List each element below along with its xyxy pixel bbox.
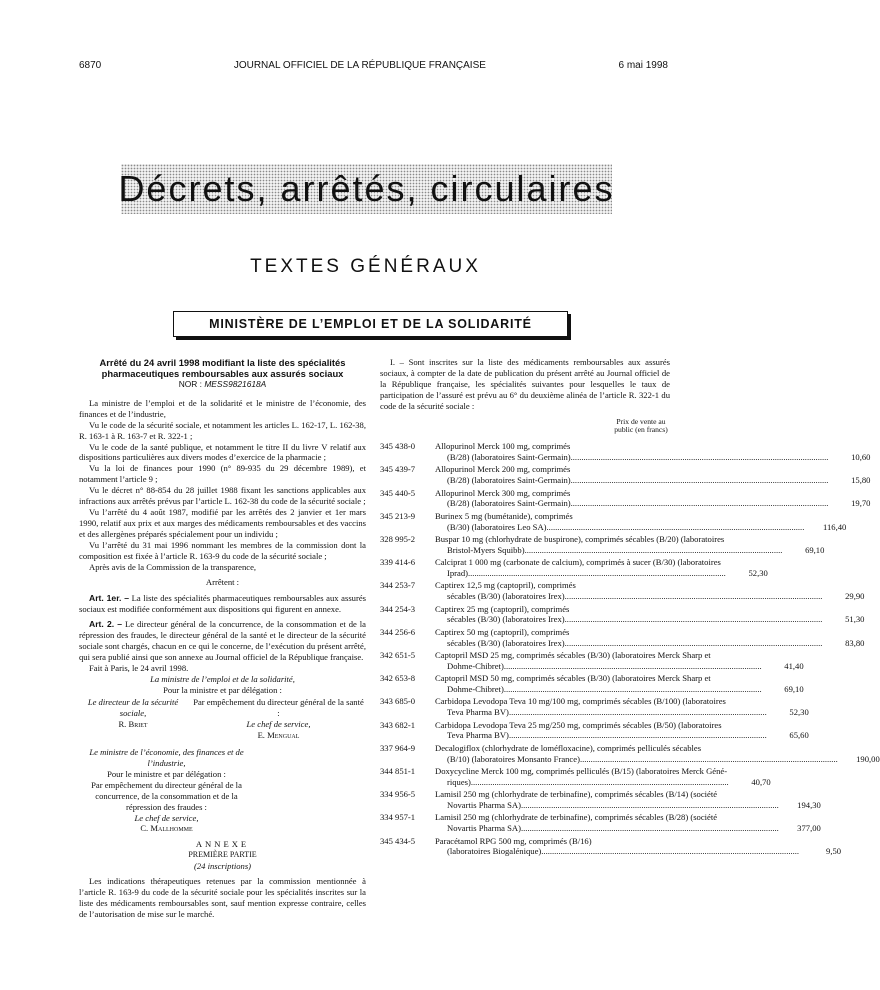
page-header — [79, 58, 668, 72]
medication-line-2 — [435, 638, 822, 649]
medication-entry — [380, 765, 771, 788]
medication-line-2-text: (B/28) (laboratoires Saint-Germain) — [447, 475, 571, 486]
decree-title: Arrêté du 24 avril 1998 modifiant la liste des spécialités pharmaceutiques remboursables aux assurés sociaux — [99, 357, 346, 379]
article-2-text: Le directeur général de la concurrence, de la consommation et de la répression des fraudes, le directeur général de la santé et le directeur de la sécurité sociale sont chargés, chacun en ce qui le concerne, de l’exécution du présent arrêté, qui sera publié ainsi que son annexe au Journal officiel de la République française. — [79, 619, 366, 662]
medication-code: 344 851-1 — [380, 765, 416, 776]
sig-right-role: Le chef de service, — [246, 719, 311, 730]
leader-dots: ........................................................................................................................ — [541, 846, 800, 857]
medication-price: 377,00 — [797, 823, 821, 834]
medication-entry — [380, 626, 865, 649]
leader-dots: ........................................................................................................................ — [470, 776, 729, 787]
medication-code: 345 434-5 — [380, 835, 416, 846]
medication-description — [435, 557, 726, 579]
medication-line-2 — [435, 777, 729, 788]
medication-line-2-text: Iprad) — [447, 568, 468, 579]
medication-code: 337 964-9 — [380, 742, 416, 753]
medication-description — [435, 650, 762, 672]
medication-line-2 — [435, 846, 799, 857]
medication-line-2-text: sécables (B/30) (laboratoires Irex) — [447, 591, 565, 602]
sig3-name: C. Mallhomme — [140, 823, 193, 834]
medication-line-2 — [435, 823, 779, 834]
medication-line-2-text: Novartis Pharma SA) — [447, 823, 521, 834]
medication-code: 345 440-5 — [380, 487, 416, 498]
medication-code: 344 256-6 — [380, 626, 416, 637]
issue-date: 6 mai 1998 — [618, 59, 668, 71]
preamble-paragraph: Vu la loi de finances pour 1990 (n° 89-935 du 29 décembre 1989), et notamment l’article 9 ; — [79, 463, 366, 485]
medication-price: 40,70 — [751, 776, 771, 787]
medication-line-1: Allopurinol Merck 100 mg, comprimés — [435, 441, 571, 452]
pour-2b: Par empêchement du directeur général de la concurrence, de la consommation et de la répression des fraudes : — [91, 779, 242, 812]
medication-entry — [380, 487, 871, 510]
banner-title: Décrets, arrêtés, circulaires — [118, 168, 615, 209]
medication-line-2-text: Dohme-Chibret) — [447, 684, 504, 695]
medication-line-1: Captirex 12,5 mg (captopril), comprimés — [435, 580, 576, 591]
medication-line-2-text: (B/28) (laboratoires Saint-Germain) — [447, 498, 571, 509]
medication-code: 342 651-5 — [380, 649, 416, 660]
leader-dots: ........................................................................................................................ — [564, 614, 823, 625]
minister-1: La ministre de l’emploi et de la solidarité, — [150, 673, 295, 684]
medication-line-2-text: Novartis Pharma SA) — [447, 800, 521, 811]
medication-line-2-text: (laboratoires Biogalénique) — [447, 846, 542, 857]
medication-list — [380, 441, 880, 857]
medication-line-2 — [435, 754, 838, 765]
medication-line-1: Lamisil 250 mg (chlorhydrate de terbinafine), comprimés sécables (B/28) (société — [435, 812, 718, 823]
medication-line-2-text: Dohme-Chibret) — [447, 660, 504, 671]
medication-description — [435, 743, 838, 765]
leader-dots: ........................................................................................................................ — [503, 684, 762, 695]
leader-dots: ........................................................................................................................ — [564, 637, 823, 648]
medication-description — [435, 534, 782, 556]
medication-line-1: Paracétamol RPG 500 mg, comprimés (B/16) — [435, 835, 592, 846]
leader-dots: ........................................................................................................................ — [546, 521, 805, 532]
medication-description — [435, 441, 828, 463]
sig-right-pre: Par empêchement du directeur général de la santé : — [193, 697, 364, 719]
medication-price: 52,30 — [748, 568, 768, 579]
medication-price: 190,00 — [856, 753, 880, 764]
medication-entry — [380, 580, 865, 602]
medication-price: 52,30 — [789, 707, 809, 718]
medication-line-2-text: riques) — [447, 776, 471, 787]
preamble-paragraph: Après avis de la Commission de la transparence, — [89, 561, 257, 572]
medication-description — [435, 488, 828, 510]
pour-2: Pour le ministre et par délégation : — [107, 768, 226, 779]
medication-price: 65,60 — [789, 730, 809, 741]
medication-line-2-text: (B/10) (laboratoires Monsanto France) — [447, 753, 580, 764]
leader-dots: ........................................................................................................................ — [521, 800, 779, 811]
ministry-name: MINISTÈRE DE L’EMPLOI ET DE LA SOLIDARITÉ — [209, 317, 532, 331]
medication-line-2 — [435, 545, 782, 556]
medication-line-2-text: sécables (B/30) (laboratoires Irex) — [447, 637, 565, 648]
medication-price: 194,30 — [797, 800, 821, 811]
medication-line-1: Calciprat 1 000 mg (carbonate de calcium), comprimés à sucer (B/30) (laboratoires — [435, 557, 721, 568]
medication-price: 15,80 — [851, 475, 871, 486]
medication-line-1: Lamisil 250 mg (chlorhydrate de terbinafine), comprimés sécables (B/14) (société — [435, 789, 718, 800]
medication-price: 83,80 — [845, 637, 865, 648]
preamble-paragraph: Vu l’arrêté du 4 août 1987, modifié par les arrêtés des 2 janvier et 1er mars 1990, relatif aux prix et aux marges des médicaments remboursables et des vaccins et des allergènes préparés spécialement pour un individu ; — [79, 506, 366, 539]
leader-dots: ........................................................................................................................ — [521, 823, 779, 834]
medication-line-1: Allopurinol Merck 300 mg, comprimés — [435, 487, 571, 498]
medication-line-1: Doxycycline Merck 100 mg, comprimés pelliculés (B/15) (laboratoires Merck Géné- — [435, 765, 728, 776]
medication-entry — [380, 719, 809, 742]
medication-line-2-text: Teva Pharma BV) — [447, 730, 509, 741]
medication-entry — [380, 812, 821, 834]
medication-line-2 — [435, 522, 804, 533]
signatures-row — [79, 697, 366, 741]
medication-code: 334 956-5 — [380, 789, 416, 800]
medication-line-2 — [435, 684, 762, 695]
medication-line-1: Carbidopa Levodopa Teva 10 mg/100 mg, comprimés sécables (B/100) (laboratoires — [435, 696, 726, 707]
medication-line-2-text: Bristol-Myers Squibb) — [447, 544, 525, 555]
medication-line-2 — [435, 498, 828, 509]
medication-code: 334 957-1 — [380, 812, 416, 823]
article-1 — [79, 593, 366, 615]
sig-left-name: R. Briet — [118, 719, 148, 730]
preamble — [79, 398, 366, 573]
leader-dots: ........................................................................................................................ — [508, 707, 767, 718]
arretent: Arrêtent : — [205, 577, 240, 588]
medication-description — [435, 836, 799, 858]
medication-entry — [380, 742, 880, 765]
signature-left — [79, 697, 187, 741]
medication-description — [435, 580, 822, 602]
leader-dots: ........................................................................................................................ — [524, 544, 783, 555]
medication-line-1: Captopril MSD 25 mg, comprimés sécables (B/30) (laboratoires Merck Sharp et — [435, 649, 711, 660]
medication-price: 51,30 — [845, 614, 865, 625]
medication-entry — [380, 464, 871, 486]
nor-label: NOR : — [178, 379, 202, 389]
medication-line-1: Allopurinol Merck 200 mg, comprimés — [435, 464, 571, 475]
medication-description — [435, 812, 779, 834]
leader-dots: ........................................................................................................................ — [503, 660, 762, 671]
leader-dots: ........................................................................................................................ — [570, 475, 829, 486]
leader-dots: ........................................................................................................................ — [570, 452, 829, 463]
medication-price: 9,50 — [826, 846, 842, 857]
medication-price: 10,60 — [851, 452, 871, 463]
pour-1: Pour la ministre et par délégation : — [163, 684, 282, 695]
medication-entry — [380, 510, 847, 533]
annex-intro: Les indications thérapeutiques retenues par la commission mentionnée à l’article R. 163-9 du code de la sécurité sociale pour les spécialités inscrites sur la liste des médicaments remboursables sont, sauf mention expresse contraire, celles de l’autorisation de mise sur le marché. — [79, 876, 366, 919]
article-2 — [79, 619, 366, 663]
medication-line-1: Decalogiflox (chlorhydrate de loméfloxacine), comprimés pelliculés sécables — [435, 742, 702, 753]
medication-line-1: Burinex 5 mg (bumétanide), comprimés — [435, 510, 573, 521]
preamble-paragraph: Vu le code de la sécurité sociale, et notamment les articles L. 162-17, L. 162-38, R. 163-1 à R. 163-7 et R. 322-1 ; — [79, 419, 366, 441]
minister-2: Le ministre de l’économie, des finances et de l’industrie, — [89, 747, 244, 768]
annex-count: (24 inscriptions) — [193, 861, 252, 872]
medication-line-2 — [435, 452, 828, 463]
medication-entry — [380, 603, 865, 626]
medication-code: 345 438-0 — [380, 441, 416, 452]
medication-description — [435, 720, 767, 742]
medication-code: 344 254-3 — [380, 603, 416, 614]
right-column — [380, 357, 880, 859]
medication-description — [435, 511, 804, 533]
annex-title: ANNEXE — [195, 839, 250, 850]
medication-line-2 — [435, 800, 779, 811]
medication-line-2 — [435, 568, 726, 579]
medication-description — [435, 673, 762, 695]
journal-title: JOURNAL OFFICIEL DE LA RÉPUBLIQUE FRANÇAISE — [233, 59, 486, 71]
medication-entry — [380, 789, 821, 811]
medication-line-2 — [435, 661, 762, 672]
medication-entry — [380, 533, 825, 556]
medication-line-2 — [435, 730, 767, 741]
medication-description — [435, 789, 779, 811]
medication-price: 69,10 — [784, 684, 804, 695]
leader-dots: ........................................................................................................................ — [564, 591, 823, 602]
medication-code: 343 685-0 — [380, 696, 416, 707]
preamble-paragraph: Vu le code de la santé publique, et notamment le titre II du livre V relatif aux dispositions particulières aux divers modes d’exercice de la pharmacie ; — [79, 441, 366, 463]
medication-price: 19,70 — [851, 498, 871, 509]
preamble-paragraph: Vu le décret n° 88-854 du 28 juillet 1988 fixant les sanctions applicables aux infractions aux arrêtés prévus par l’article L. 162-38 du code de la sécurité sociale ; — [79, 485, 366, 507]
medication-entry — [380, 835, 842, 858]
medication-line-1: Captirex 50 mg (captopril), comprimés — [435, 626, 570, 637]
medication-code: 328 995-2 — [380, 533, 416, 544]
medication-line-2 — [435, 475, 828, 486]
signature-block-2 — [79, 747, 254, 834]
medication-code: 344 253-7 — [380, 580, 416, 591]
page-number: 6870 — [79, 59, 102, 71]
medication-description — [435, 464, 828, 486]
preamble-paragraph: La ministre de l’emploi et de la solidarité et le ministre de l’économie, des finances et de l’industrie, — [79, 397, 366, 419]
signature-right — [191, 697, 366, 741]
leader-dots: ........................................................................................................................ — [508, 730, 767, 741]
medication-code: 339 414-6 — [380, 557, 416, 568]
article-1-text: La liste des spécialités pharmaceutiques remboursables aux assurés sociaux est modifiée conformément aux dispositions qui figurent en annexe. — [79, 593, 366, 615]
sig3-role: Le chef de service, — [134, 812, 199, 823]
medication-code: 345 213-9 — [380, 510, 416, 521]
preamble-paragraph: Vu l’arrêté du 31 mai 1996 nommant les membres de la commission dont la composition est fixée à l’article R. 163-9 du code de la sécurité sociale ; — [79, 539, 366, 561]
leader-dots: ........................................................................................................................ — [468, 568, 726, 579]
medication-code: 345 439-7 — [380, 464, 416, 475]
section-banner — [118, 164, 615, 214]
medication-price: 116,40 — [823, 521, 847, 532]
ministry-heading — [173, 311, 568, 337]
medication-line-1: Captirex 25 mg (captopril), comprimés — [435, 603, 570, 614]
medication-code: 342 653-8 — [380, 673, 416, 684]
sig-left-role: Le directeur de la sécurité sociale, — [87, 697, 179, 719]
medication-price: 29,90 — [845, 591, 865, 602]
medication-entry — [380, 696, 809, 718]
annex-item-1: I. – Sont inscrites sur la liste des médicaments remboursables aux assurés sociaux, à compter de la date de publication du présent arrêté au Journal officiel de la République française, les spécialités suivantes pour lesquelles le taux de participation de l’assuré est prévu au 6° du deuxième alinéa de l’article R. 322-1 du code de la sécurité sociale : — [380, 357, 670, 411]
medication-price: 41,40 — [784, 660, 804, 671]
medication-entry — [380, 649, 804, 672]
sig-right-name: E. Mengual — [257, 730, 300, 741]
medication-line-1: Captopril MSD 50 mg, comprimés sécables (B/30) (laboratoires Merck Sharp et — [435, 673, 711, 684]
leader-dots: ........................................................................................................................ — [570, 498, 829, 509]
price-header: Prix de vente au public (en francs) — [614, 416, 668, 435]
fait-a-paris: Fait à Paris, le 24 avril 1998. — [89, 662, 189, 673]
medication-line-2-text: sécables (B/30) (laboratoires Irex) — [447, 614, 565, 625]
nor-reference — [79, 379, 366, 390]
medication-entry — [380, 557, 768, 579]
medication-entry — [380, 441, 871, 463]
medication-line-2-text: (B/30) (laboratoires Leo SA) — [447, 521, 547, 532]
leader-dots: ........................................................................................................................ — [579, 753, 838, 764]
annex-part: PREMIÈRE PARTIE — [188, 850, 257, 860]
article-2-label: Art. 2. – — [89, 619, 123, 630]
medication-line-1: Carbidopa Levodopa Teva 25 mg/250 mg, comprimés sécables (B/50) (laboratoires — [435, 719, 722, 730]
medication-line-1: Buspar 10 mg (chlorhydrate de buspirone), comprimés sécables (B/20) (laboratoires — [435, 533, 725, 544]
medication-description — [435, 696, 767, 718]
medication-line-2-text: Teva Pharma BV) — [447, 707, 509, 718]
medication-line-2 — [435, 591, 822, 602]
nor-code: MESS9821618A — [204, 379, 267, 389]
medication-description — [435, 627, 822, 649]
article-1-label: Art. 1er. – — [89, 593, 130, 604]
medication-line-2 — [435, 707, 767, 718]
medication-line-2-text: (B/28) (laboratoires Saint-Germain) — [447, 452, 571, 463]
medication-entry — [380, 673, 804, 695]
left-column — [79, 357, 366, 920]
medication-price: 69,10 — [805, 544, 825, 555]
medication-line-2 — [435, 614, 822, 625]
medication-description — [435, 604, 822, 626]
section-title: TEXTES GÉNÉRAUX — [250, 256, 481, 277]
medication-description — [435, 766, 729, 788]
medication-code: 343 682-1 — [380, 719, 416, 730]
